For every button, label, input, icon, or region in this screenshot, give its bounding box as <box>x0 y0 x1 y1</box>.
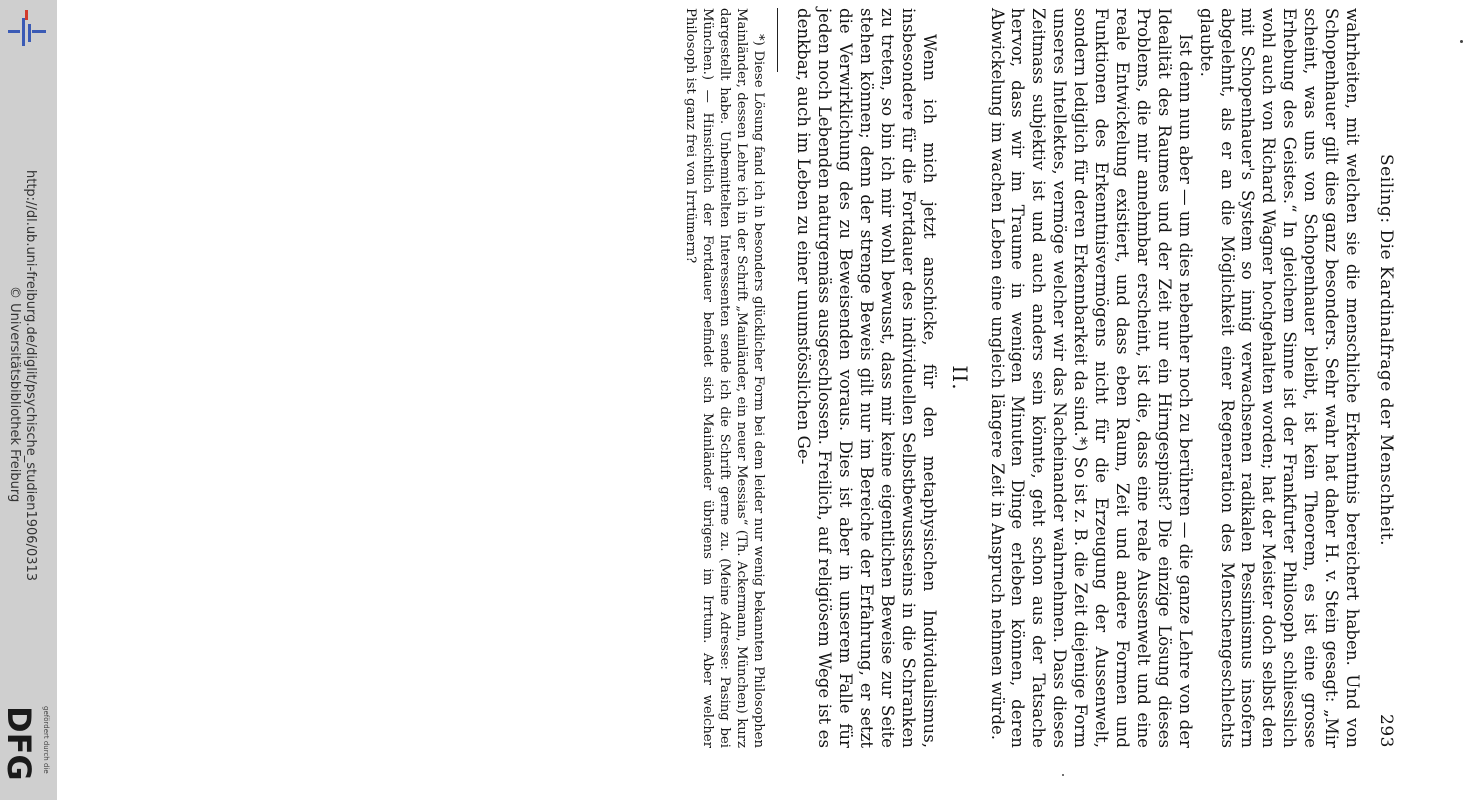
footnote-rule <box>777 8 778 72</box>
dfg-logo-icon <box>0 704 42 794</box>
sponsor-note: gefördert durch die <box>42 706 50 774</box>
page-body <box>682 8 1362 748</box>
source-url[interactable]: http://dl.ub.uni-freiburg.de/diglit/psychische_studien1906/0313 <box>23 170 38 582</box>
dfg-logo-text: DFG <box>0 706 38 781</box>
library-sidebar <box>0 0 57 800</box>
running-head-title: Seiling: Die Kardinalfrage der Menschheit. <box>1376 154 1396 546</box>
section-heading: II. <box>947 365 972 391</box>
section-paragraph: Wenn ich mich jetzt anschicke, für den metaphysischen Individualismus, insbesondere für die Fortdauer des individuellen Selbstbewusstseins in die Schranken zu treten, so bin ich mir wohl bewusst, dass mir keine eigentlichen Beweise zur Seite stehen können; denn der strenge Beweis gilt nur im Bereiche der Erfahrung, er setzt die Verwirklichung des zu Beweisenden voraus. Dies ist aber in unserem Falle für jeden noch Lebenden naturgemäss ausgeschlossen. Freilich, auf religiösem Wege ist es denkbar, auch im Leben zu einer unumstösslichen Ge- <box>794 8 939 748</box>
footnote: *) Diese Lösung fand ich in besonders glücklicher Form bei dem leider nur wenig bekannten Philosophen Mainländer, dessen Lehre ich in der Schrift „Mainländer, ein neuer Messias“ (Th. Ackermann, München) kurz dargestellt habe. Unbemittelten Interessenten sende ich die Schrift gerne zu. (Meine Adresse: Pasing bei München.) — Hinsichtlich der Fortdauer befindet sich Mainländer übrigens im Irrtum. Aber welcher Philosoph ist ganz frei von Irrtümern? <box>683 8 767 748</box>
page-number: 293 <box>1376 714 1396 748</box>
paragraph-2: Ist denn nun aber — um dies nebenher noch zu berühren — die ganze Lehre von der Idealität des Raumes und der Zeit nur ein Hirngespinst? Die einzige Lösung dieses Problems, die mir annehmbar erscheint, ist die, dass eine reale Aussenwelt und eine reale Entwickelung existiert, und dass eben Raum, Zeit und andere Formen und Funktionen des Erkenntnisvermögens nicht für die Erzeugung der Aussenwelt, sondern lediglich für deren Erkennbarkeit da sind.*) So ist z. B. die Zeit diejenige Form unseres Intellektes, vermöge welcher wir das Nacheinander wahrnehmen. Dass dieses Zeitmass subjektiv ist und auch anders sein könnte, geht schon aus der Tatsache hervor, dass wir im Traume in wenigen Minuten Dinge erleben können, deren Abwickelung im wachen Leben eine ungleich längere Zeit in Anspruch nehmen würde. <box>987 8 1195 748</box>
copyright-text: © Universitätsbibliothek Freiburg <box>7 286 22 503</box>
document-page <box>176 8 1396 768</box>
paragraph-1: wahrheiten, mit welchen sie die menschliche Erkenntnis bereichert haben. Und von Schopenhauer gilt dies ganz besonders. Sehr wahr hat daher H. v. Stein gesagt: „Mir scheint, was uns von Schopenhauer bleibt, ist kein Theorem, es ist eine grosse Erhebung des Geistes.“ In gleichem Sinne ist der Frankfurter Philosoph schliesslich wohl auch von Richard Wagner hochgehalten worden; hat der Meister doch selbst den mit Schopenhauer's System so innig verwachsenen radikalen Pessimismus insofern abgelehnt, als er an die Möglichkeit einer Regeneration des Menschengeschlechts glaubte. <box>1196 8 1362 748</box>
running-head <box>1374 8 1396 748</box>
